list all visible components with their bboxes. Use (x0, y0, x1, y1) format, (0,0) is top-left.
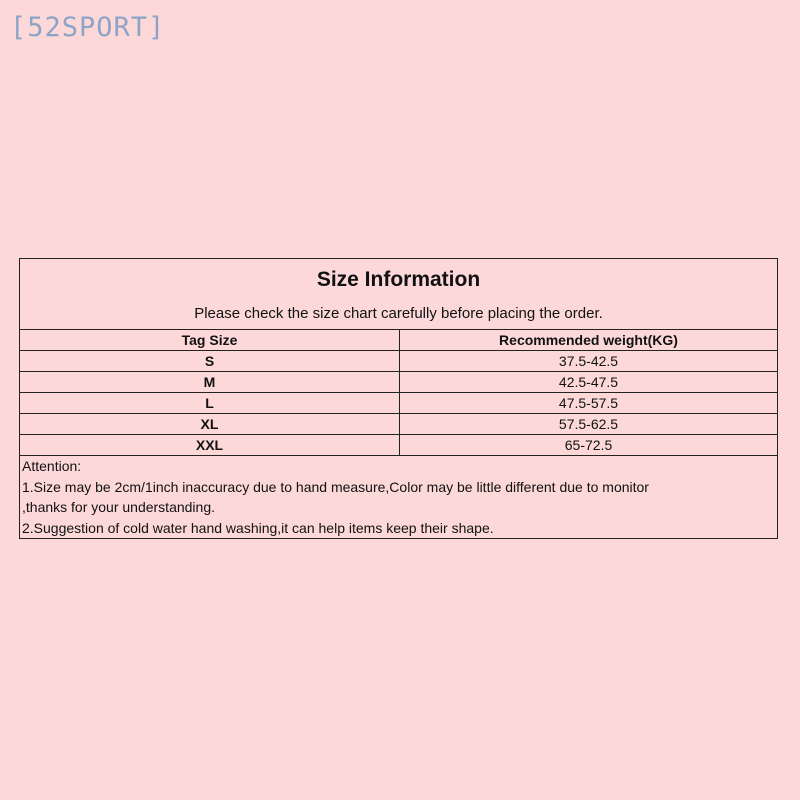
brand-logo: [52SPORT] (10, 12, 166, 43)
header-tag-size: Tag Size (20, 330, 400, 351)
notes-heading: Attention: (22, 458, 82, 474)
notes-line: 1.Size may be 2cm/1inch inaccuracy due to hand measure,Color may be little different due to monitor (22, 478, 649, 495)
weight-cell: 47.5-57.5 (400, 393, 778, 414)
weight-cell: 37.5-42.5 (400, 351, 778, 372)
notes-line: 2.Suggestion of cold water hand washing,it can help items keep their shape. (22, 519, 494, 536)
attention-notes (20, 455, 777, 538)
size-table (20, 329, 777, 455)
weight-cell: 65-72.5 (400, 435, 778, 456)
tag-size-cell: S (20, 351, 400, 372)
tag-size-cell: M (20, 372, 400, 393)
tag-size-cell: XXL (20, 435, 400, 456)
table-row (20, 393, 777, 414)
notes-line: ,thanks for your understanding. (22, 499, 216, 515)
size-chart (19, 258, 778, 539)
table-header-row (20, 330, 777, 351)
table-row (20, 351, 777, 372)
weight-cell: 42.5-47.5 (400, 372, 778, 393)
weight-cell: 57.5-62.5 (400, 414, 778, 435)
chart-subtitle: Please check the size chart carefully before placing the order. (194, 305, 603, 322)
table-row (20, 414, 777, 435)
table-row (20, 372, 777, 393)
header-weight: Recommended weight(KG) (400, 330, 778, 351)
tag-size-cell: L (20, 393, 400, 414)
tag-size-cell: XL (20, 414, 400, 435)
chart-title: Size Information (316, 268, 481, 291)
table-row (20, 435, 777, 456)
